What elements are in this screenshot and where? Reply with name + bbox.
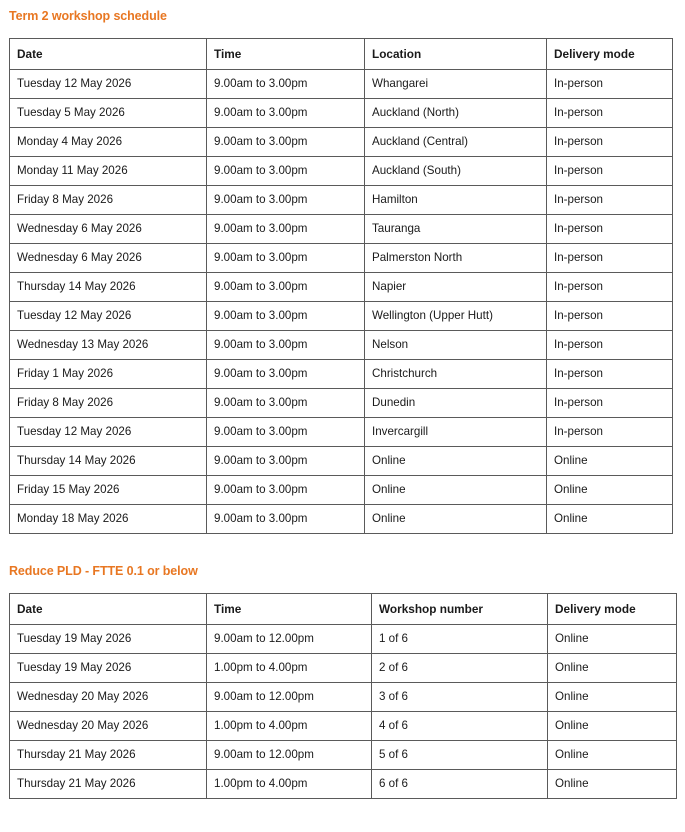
cell-delivery-mode: In-person <box>547 70 673 99</box>
table-row <box>10 360 673 389</box>
cell-workshop-number: 5 of 6 <box>372 741 548 770</box>
cell-delivery-mode: In-person <box>547 302 673 331</box>
cell-delivery-mode: Online <box>548 712 677 741</box>
cell-location: Auckland (South) <box>365 157 547 186</box>
table-row <box>10 128 673 157</box>
cell-time: 9.00am to 3.00pm <box>207 389 365 418</box>
cell-time: 9.00am to 3.00pm <box>207 447 365 476</box>
cell-delivery-mode: In-person <box>547 389 673 418</box>
cell-workshop-number: 4 of 6 <box>372 712 548 741</box>
cell-date: Friday 15 May 2026 <box>10 476 207 505</box>
cell-time: 9.00am to 3.00pm <box>207 476 365 505</box>
cell-time: 9.00am to 3.00pm <box>207 331 365 360</box>
cell-location: Whangarei <box>365 70 547 99</box>
cell-delivery-mode: Online <box>548 654 677 683</box>
cell-date: Friday 8 May 2026 <box>10 389 207 418</box>
table-row <box>10 215 673 244</box>
section-heading: Term 2 workshop schedule <box>9 9 167 23</box>
cell-time: 9.00am to 3.00pm <box>207 186 365 215</box>
cell-location: Invercargill <box>365 418 547 447</box>
table-row <box>10 99 673 128</box>
cell-location: Napier <box>365 273 547 302</box>
cell-date: Friday 1 May 2026 <box>10 360 207 389</box>
cell-time: 9.00am to 12.00pm <box>207 683 372 712</box>
table-row <box>10 741 677 770</box>
cell-time: 1.00pm to 4.00pm <box>207 712 372 741</box>
table-wrapper <box>0 593 685 799</box>
table-row <box>10 712 677 741</box>
table-wrapper <box>0 38 685 534</box>
workshop-schedule-table <box>9 38 673 534</box>
cell-delivery-mode: Online <box>548 770 677 799</box>
table-body <box>10 625 677 799</box>
table-row <box>10 625 677 654</box>
reduce-pld-schedule-table <box>9 593 677 799</box>
section-spacer <box>0 534 685 555</box>
column-header-workshop-number: Workshop number <box>372 594 548 625</box>
cell-date: Wednesday 6 May 2026 <box>10 244 207 273</box>
table-header <box>10 594 677 625</box>
cell-location: Hamilton <box>365 186 547 215</box>
cell-time: 9.00am to 3.00pm <box>207 505 365 534</box>
cell-date: Friday 8 May 2026 <box>10 186 207 215</box>
cell-location: Auckland (Central) <box>365 128 547 157</box>
column-header-delivery-mode: Delivery mode <box>547 39 673 70</box>
cell-location: Dunedin <box>365 389 547 418</box>
section-reduce-pld <box>0 555 685 799</box>
cell-date: Monday 18 May 2026 <box>10 505 207 534</box>
table-row <box>10 273 673 302</box>
cell-delivery-mode: In-person <box>547 128 673 157</box>
column-header-delivery-mode: Delivery mode <box>548 594 677 625</box>
column-header-date: Date <box>10 594 207 625</box>
cell-date: Wednesday 6 May 2026 <box>10 215 207 244</box>
cell-time: 9.00am to 3.00pm <box>207 99 365 128</box>
cell-delivery-mode: Online <box>547 476 673 505</box>
cell-delivery-mode: Online <box>547 447 673 476</box>
table-row <box>10 418 673 447</box>
cell-time: 9.00am to 3.00pm <box>207 70 365 99</box>
cell-delivery-mode: Online <box>548 625 677 654</box>
cell-date: Tuesday 12 May 2026 <box>10 418 207 447</box>
table-body <box>10 70 673 534</box>
heading-table-gap <box>0 23 685 38</box>
cell-location: Online <box>365 476 547 505</box>
column-header-time: Time <box>207 594 372 625</box>
cell-time: 1.00pm to 4.00pm <box>207 770 372 799</box>
cell-time: 9.00am to 3.00pm <box>207 302 365 331</box>
cell-delivery-mode: In-person <box>547 244 673 273</box>
cell-date: Thursday 21 May 2026 <box>10 741 207 770</box>
cell-workshop-number: 6 of 6 <box>372 770 548 799</box>
table-row <box>10 654 677 683</box>
cell-delivery-mode: In-person <box>547 215 673 244</box>
cell-location: Online <box>365 447 547 476</box>
table-header-row <box>10 39 673 70</box>
cell-delivery-mode: In-person <box>547 157 673 186</box>
cell-delivery-mode: In-person <box>547 273 673 302</box>
column-header-time: Time <box>207 39 365 70</box>
cell-workshop-number: 2 of 6 <box>372 654 548 683</box>
cell-date: Thursday 14 May 2026 <box>10 447 207 476</box>
cell-date: Tuesday 19 May 2026 <box>10 625 207 654</box>
cell-location: Auckland (North) <box>365 99 547 128</box>
cell-date: Thursday 21 May 2026 <box>10 770 207 799</box>
cell-date: Tuesday 19 May 2026 <box>10 654 207 683</box>
cell-delivery-mode: In-person <box>547 331 673 360</box>
cell-delivery-mode: In-person <box>547 99 673 128</box>
cell-location: Christchurch <box>365 360 547 389</box>
column-header-date: Date <box>10 39 207 70</box>
cell-workshop-number: 3 of 6 <box>372 683 548 712</box>
table-row <box>10 683 677 712</box>
table-row <box>10 770 677 799</box>
cell-time: 9.00am to 12.00pm <box>207 625 372 654</box>
cell-location: Nelson <box>365 331 547 360</box>
cell-date: Wednesday 20 May 2026 <box>10 683 207 712</box>
table-row <box>10 302 673 331</box>
cell-delivery-mode: Online <box>548 683 677 712</box>
cell-delivery-mode: In-person <box>547 360 673 389</box>
cell-time: 9.00am to 3.00pm <box>207 273 365 302</box>
cell-time: 9.00am to 3.00pm <box>207 157 365 186</box>
cell-location: Online <box>365 505 547 534</box>
table-row <box>10 244 673 273</box>
cell-date: Thursday 14 May 2026 <box>10 273 207 302</box>
table-row <box>10 505 673 534</box>
cell-date: Tuesday 5 May 2026 <box>10 99 207 128</box>
table-row <box>10 186 673 215</box>
table-header <box>10 39 673 70</box>
cell-time: 9.00am to 12.00pm <box>207 741 372 770</box>
column-header-location: Location <box>365 39 547 70</box>
section-heading: Reduce PLD - FTTE 0.1 or below <box>9 564 198 578</box>
table-header-row <box>10 594 677 625</box>
cell-time: 9.00am to 3.00pm <box>207 360 365 389</box>
cell-time: 1.00pm to 4.00pm <box>207 654 372 683</box>
cell-time: 9.00am to 3.00pm <box>207 128 365 157</box>
cell-date: Tuesday 12 May 2026 <box>10 302 207 331</box>
heading-table-gap <box>0 578 685 593</box>
table-row <box>10 331 673 360</box>
cell-workshop-number: 1 of 6 <box>372 625 548 654</box>
cell-location: Tauranga <box>365 215 547 244</box>
cell-delivery-mode: Online <box>548 741 677 770</box>
table-row <box>10 447 673 476</box>
table-row <box>10 157 673 186</box>
cell-time: 9.00am to 3.00pm <box>207 244 365 273</box>
cell-location: Palmerston North <box>365 244 547 273</box>
cell-date: Wednesday 20 May 2026 <box>10 712 207 741</box>
cell-date: Monday 11 May 2026 <box>10 157 207 186</box>
cell-time: 9.00am to 3.00pm <box>207 215 365 244</box>
cell-delivery-mode: In-person <box>547 418 673 447</box>
cell-delivery-mode: Online <box>547 505 673 534</box>
cell-date: Tuesday 12 May 2026 <box>10 70 207 99</box>
cell-date: Wednesday 13 May 2026 <box>10 331 207 360</box>
table-row <box>10 70 673 99</box>
cell-date: Monday 4 May 2026 <box>10 128 207 157</box>
table-row <box>10 389 673 418</box>
table-row <box>10 476 673 505</box>
cell-time: 9.00am to 3.00pm <box>207 418 365 447</box>
cell-location: Wellington (Upper Hutt) <box>365 302 547 331</box>
cell-delivery-mode: In-person <box>547 186 673 215</box>
